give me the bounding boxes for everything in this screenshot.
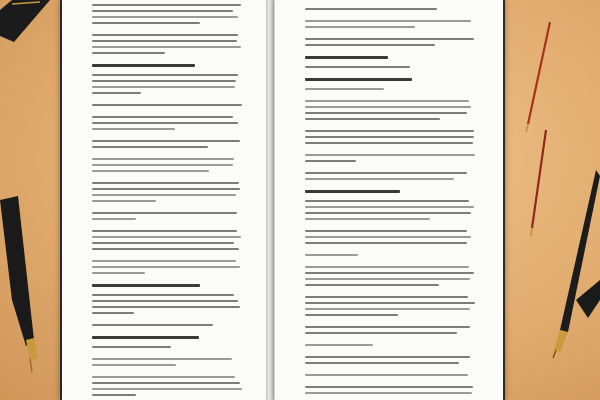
- text-line: [305, 26, 415, 28]
- text-line: [92, 376, 235, 378]
- text-line: [92, 194, 236, 196]
- text-line: [92, 128, 175, 130]
- text-line: [305, 136, 474, 138]
- text-line: [305, 172, 467, 174]
- text-line: [305, 112, 467, 114]
- text-line: [305, 20, 471, 22]
- text-line: [305, 254, 358, 256]
- text-line: [92, 212, 237, 214]
- heading-line: [305, 190, 400, 193]
- text-line: [305, 332, 457, 334]
- text-line: [92, 140, 240, 142]
- text-line: [305, 344, 373, 346]
- text-line: [92, 104, 242, 106]
- text-line: [305, 154, 475, 156]
- text-line: [92, 170, 209, 172]
- text-line: [305, 272, 474, 274]
- text-line: [92, 40, 237, 42]
- text-line: [305, 118, 440, 120]
- text-line: [305, 284, 439, 286]
- text-line: [92, 74, 238, 76]
- text-line: [305, 88, 384, 90]
- text-line: [305, 278, 470, 280]
- text-line: [92, 122, 238, 124]
- text-line: [305, 356, 470, 358]
- text-line: [92, 46, 241, 48]
- text-line: [305, 308, 470, 310]
- text-line: [305, 44, 435, 46]
- text-line: [305, 236, 471, 238]
- text-line: [305, 314, 398, 316]
- text-line: [92, 236, 241, 238]
- text-line: [92, 164, 233, 166]
- text-line: [305, 230, 467, 232]
- text-line: [305, 302, 475, 304]
- text-line: [92, 182, 239, 184]
- document-page-left: [60, 0, 269, 400]
- text-line: [305, 8, 437, 10]
- text-line: [92, 266, 240, 268]
- text-line: [305, 386, 473, 388]
- text-line: [305, 392, 472, 394]
- text-line: [92, 306, 240, 308]
- text-line: [305, 242, 467, 244]
- right-page-text: [275, 0, 503, 400]
- text-line: [92, 158, 234, 160]
- text-line: [92, 346, 171, 348]
- text-line: [92, 52, 165, 54]
- text-line: [305, 66, 410, 68]
- text-line: [305, 100, 469, 102]
- heading-line: [305, 78, 412, 81]
- text-line: [92, 116, 233, 118]
- text-line: [305, 206, 474, 208]
- document-page-right: [274, 0, 505, 400]
- text-line: [92, 358, 232, 360]
- text-line: [305, 38, 474, 40]
- text-line: [92, 294, 234, 296]
- text-line: [92, 16, 238, 18]
- text-line: [305, 296, 468, 298]
- text-line: [92, 22, 200, 24]
- text-line: [92, 146, 208, 148]
- text-line: [92, 86, 235, 88]
- binding-gutter: [266, 0, 274, 400]
- text-line: [305, 362, 459, 364]
- text-line: [92, 4, 241, 6]
- text-line: [92, 394, 136, 396]
- text-line: [305, 142, 473, 144]
- text-line: [92, 300, 238, 302]
- text-line: [92, 364, 176, 366]
- text-line: [305, 106, 471, 108]
- text-line: [305, 326, 470, 328]
- text-line: [92, 324, 213, 326]
- heading-line: [92, 64, 195, 67]
- text-line: [305, 212, 471, 214]
- text-line: [305, 160, 356, 162]
- text-line: [305, 130, 474, 132]
- left-page-text: [62, 0, 268, 400]
- text-line: [92, 34, 238, 36]
- text-line: [305, 178, 454, 180]
- text-line: [92, 312, 134, 314]
- text-line: [305, 374, 468, 376]
- text-line: [305, 200, 469, 202]
- text-line: [92, 260, 236, 262]
- text-line: [92, 80, 236, 82]
- text-line: [92, 10, 233, 12]
- heading-line: [305, 56, 388, 59]
- heading-line: [92, 336, 199, 339]
- text-line: [92, 382, 240, 384]
- text-line: [92, 248, 239, 250]
- text-line: [92, 388, 242, 390]
- text-line: [305, 266, 469, 268]
- text-line: [92, 272, 145, 274]
- text-line: [92, 230, 237, 232]
- text-line: [92, 92, 141, 94]
- text-line: [92, 200, 156, 202]
- text-line: [92, 188, 240, 190]
- text-line: [92, 218, 136, 220]
- text-line: [305, 218, 430, 220]
- text-line: [92, 242, 234, 244]
- heading-line: [92, 284, 200, 287]
